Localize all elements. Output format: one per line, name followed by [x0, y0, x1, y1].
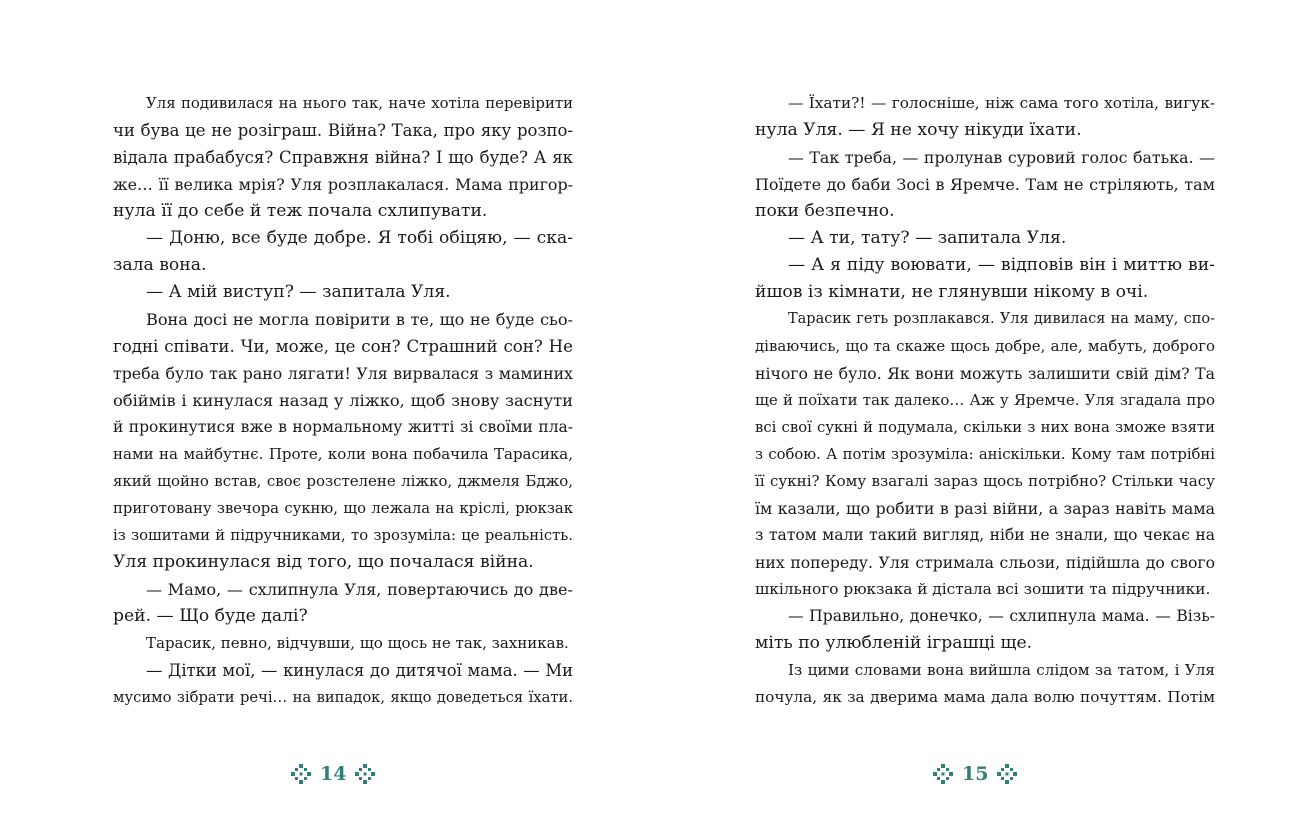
text-line: нами на майбутнє. Проте, коли вона побачила Тарасика, — [113, 445, 573, 463]
text-line: Уля прокинулася від того, що почалася війна. — [113, 552, 534, 572]
text-line: нічого не було. Як вони можуть залишити свій дім? Та — [755, 364, 1215, 383]
text-line: обіймів і кинулася назад у ліжко, щоб знову заснути — [113, 391, 573, 410]
text-line: Поїдете до баби Зосі в Яремче. Там не стріляють, там — [755, 175, 1215, 194]
text-line: Із цими словами вона вийшла слідом за татом, і Уля — [788, 661, 1215, 679]
text-line: — Правильно, донечко, — схлипнула мама. — Візь- — [788, 607, 1215, 625]
text-line: — Їхати?! — голосніше, ніж сама того хотіла, вигук- — [788, 94, 1215, 112]
text-line: — Так треба, — пролунав суровий голос батька. — — [788, 148, 1215, 167]
embroidery-ornament-icon — [354, 763, 376, 785]
embroidery-ornament-icon — [996, 763, 1018, 785]
text-line: треба було так рано лягати! Уля вирвалася з маминих — [113, 364, 573, 383]
text-line: її сукні? Кому взагалі зараз щось потрібно? Стільки часу — [755, 472, 1215, 490]
text-line: який щойно встав, своє розстелене ліжко, джмеля Бджо, — [113, 472, 573, 490]
text-line: діваючись, що та скаже щось добре, але, мабуть, доброго — [755, 337, 1215, 355]
text-line: Тарасик, певно, відчувши, що щось не так, захникав. — [146, 634, 569, 652]
text-line: з татом мали такий вигляд, ніби не знали, що чекає на — [755, 526, 1215, 544]
text-line: почула, як за дверима мама дала волю почуттям. Потім — [755, 688, 1215, 706]
text-line: Вона досі не могла повірити в те, що не буде сьо- — [146, 310, 573, 329]
embroidery-ornament-icon — [290, 763, 312, 785]
text-line: мусимо зібрати речі… на випадок, якщо доведеться їхати. — [113, 689, 573, 706]
text-line: їм казали, що робити в разі війни, а зараз навіть мама — [755, 499, 1215, 518]
text-line: нула Уля. — Я не хочу нікуди їхати. — [755, 120, 1082, 140]
text-line: всі свої сукні й подумала, скільки з них вона зможе взяти — [755, 419, 1215, 436]
text-line: поки безпечно. — [755, 201, 895, 221]
text-line: з собою. А потім зрозуміла: аніскільки. Кому там потрібні — [755, 446, 1215, 463]
left-page-text — [113, 90, 573, 711]
text-line: — Дітки мої, — кинулася до дитячої мама. — Ми — [146, 661, 573, 680]
text-line: із зошитами й підручниками, то зрозуміла: це реальність. — [113, 527, 573, 544]
text-line: — Доню, все буде добре. Я тобі обіцяю, — ска- — [146, 228, 573, 248]
text-line: міть по улюбленій іграшці ще. — [755, 633, 1033, 653]
page-number: 15 — [962, 763, 989, 785]
text-line: шкільного рюкзака й дістала всі зошити та підручники. — [755, 580, 1211, 598]
text-line: ще й поїхати так далеко… Аж у Яремче. Уля згадала про — [755, 391, 1215, 409]
text-line: Тарасик геть розплакався. Уля дивилася на маму, спо- — [788, 311, 1215, 327]
text-line: — А ти, тату? — запитала Уля. — [788, 228, 1067, 248]
text-line: рей. — Що буде далі? — [113, 606, 308, 626]
right-page-folio — [932, 760, 1018, 788]
text-line: годні співати. Чи, може, це сон? Страшний сон? Не — [113, 337, 573, 356]
text-line: зала вона. — [113, 255, 207, 275]
text-line: нула її до себе й теж почала схлипувати. — [113, 201, 488, 221]
page-number: 14 — [320, 763, 347, 785]
text-line: йшов із кімнати, не глянувши нікому в очі. — [755, 282, 1149, 302]
embroidery-ornament-icon — [932, 763, 954, 785]
text-line: відала прабабуся? Справжня війна? І що буде? А як — [113, 148, 573, 167]
text-line: приготовану звечора сукню, що лежала на кріслі, рюкзак — [113, 500, 573, 517]
text-line: чи бува це не розіграш. Війна? Така, про яку розпо- — [113, 121, 573, 140]
text-line: них попереду. Уля стримала сльози, підійшла до свого — [755, 553, 1215, 572]
text-line: — Мамо, — схлипнула Уля, повертаючись до две- — [146, 580, 573, 599]
text-line: же… її велика мрія? Уля розплакалася. Мама пригор- — [113, 175, 573, 194]
text-line: — А я піду воювати, — відповів він і миттю ви- — [788, 255, 1215, 275]
text-line: Уля подивилася на нього так, наче хотіла перевірити — [146, 94, 573, 112]
right-page-text — [755, 90, 1215, 711]
text-line: й прокинутися вже в нормальному житті зі своїми пла- — [113, 418, 573, 436]
left-page-folio — [290, 760, 376, 788]
text-line: — А мій виступ? — запитала Уля. — [146, 282, 451, 302]
